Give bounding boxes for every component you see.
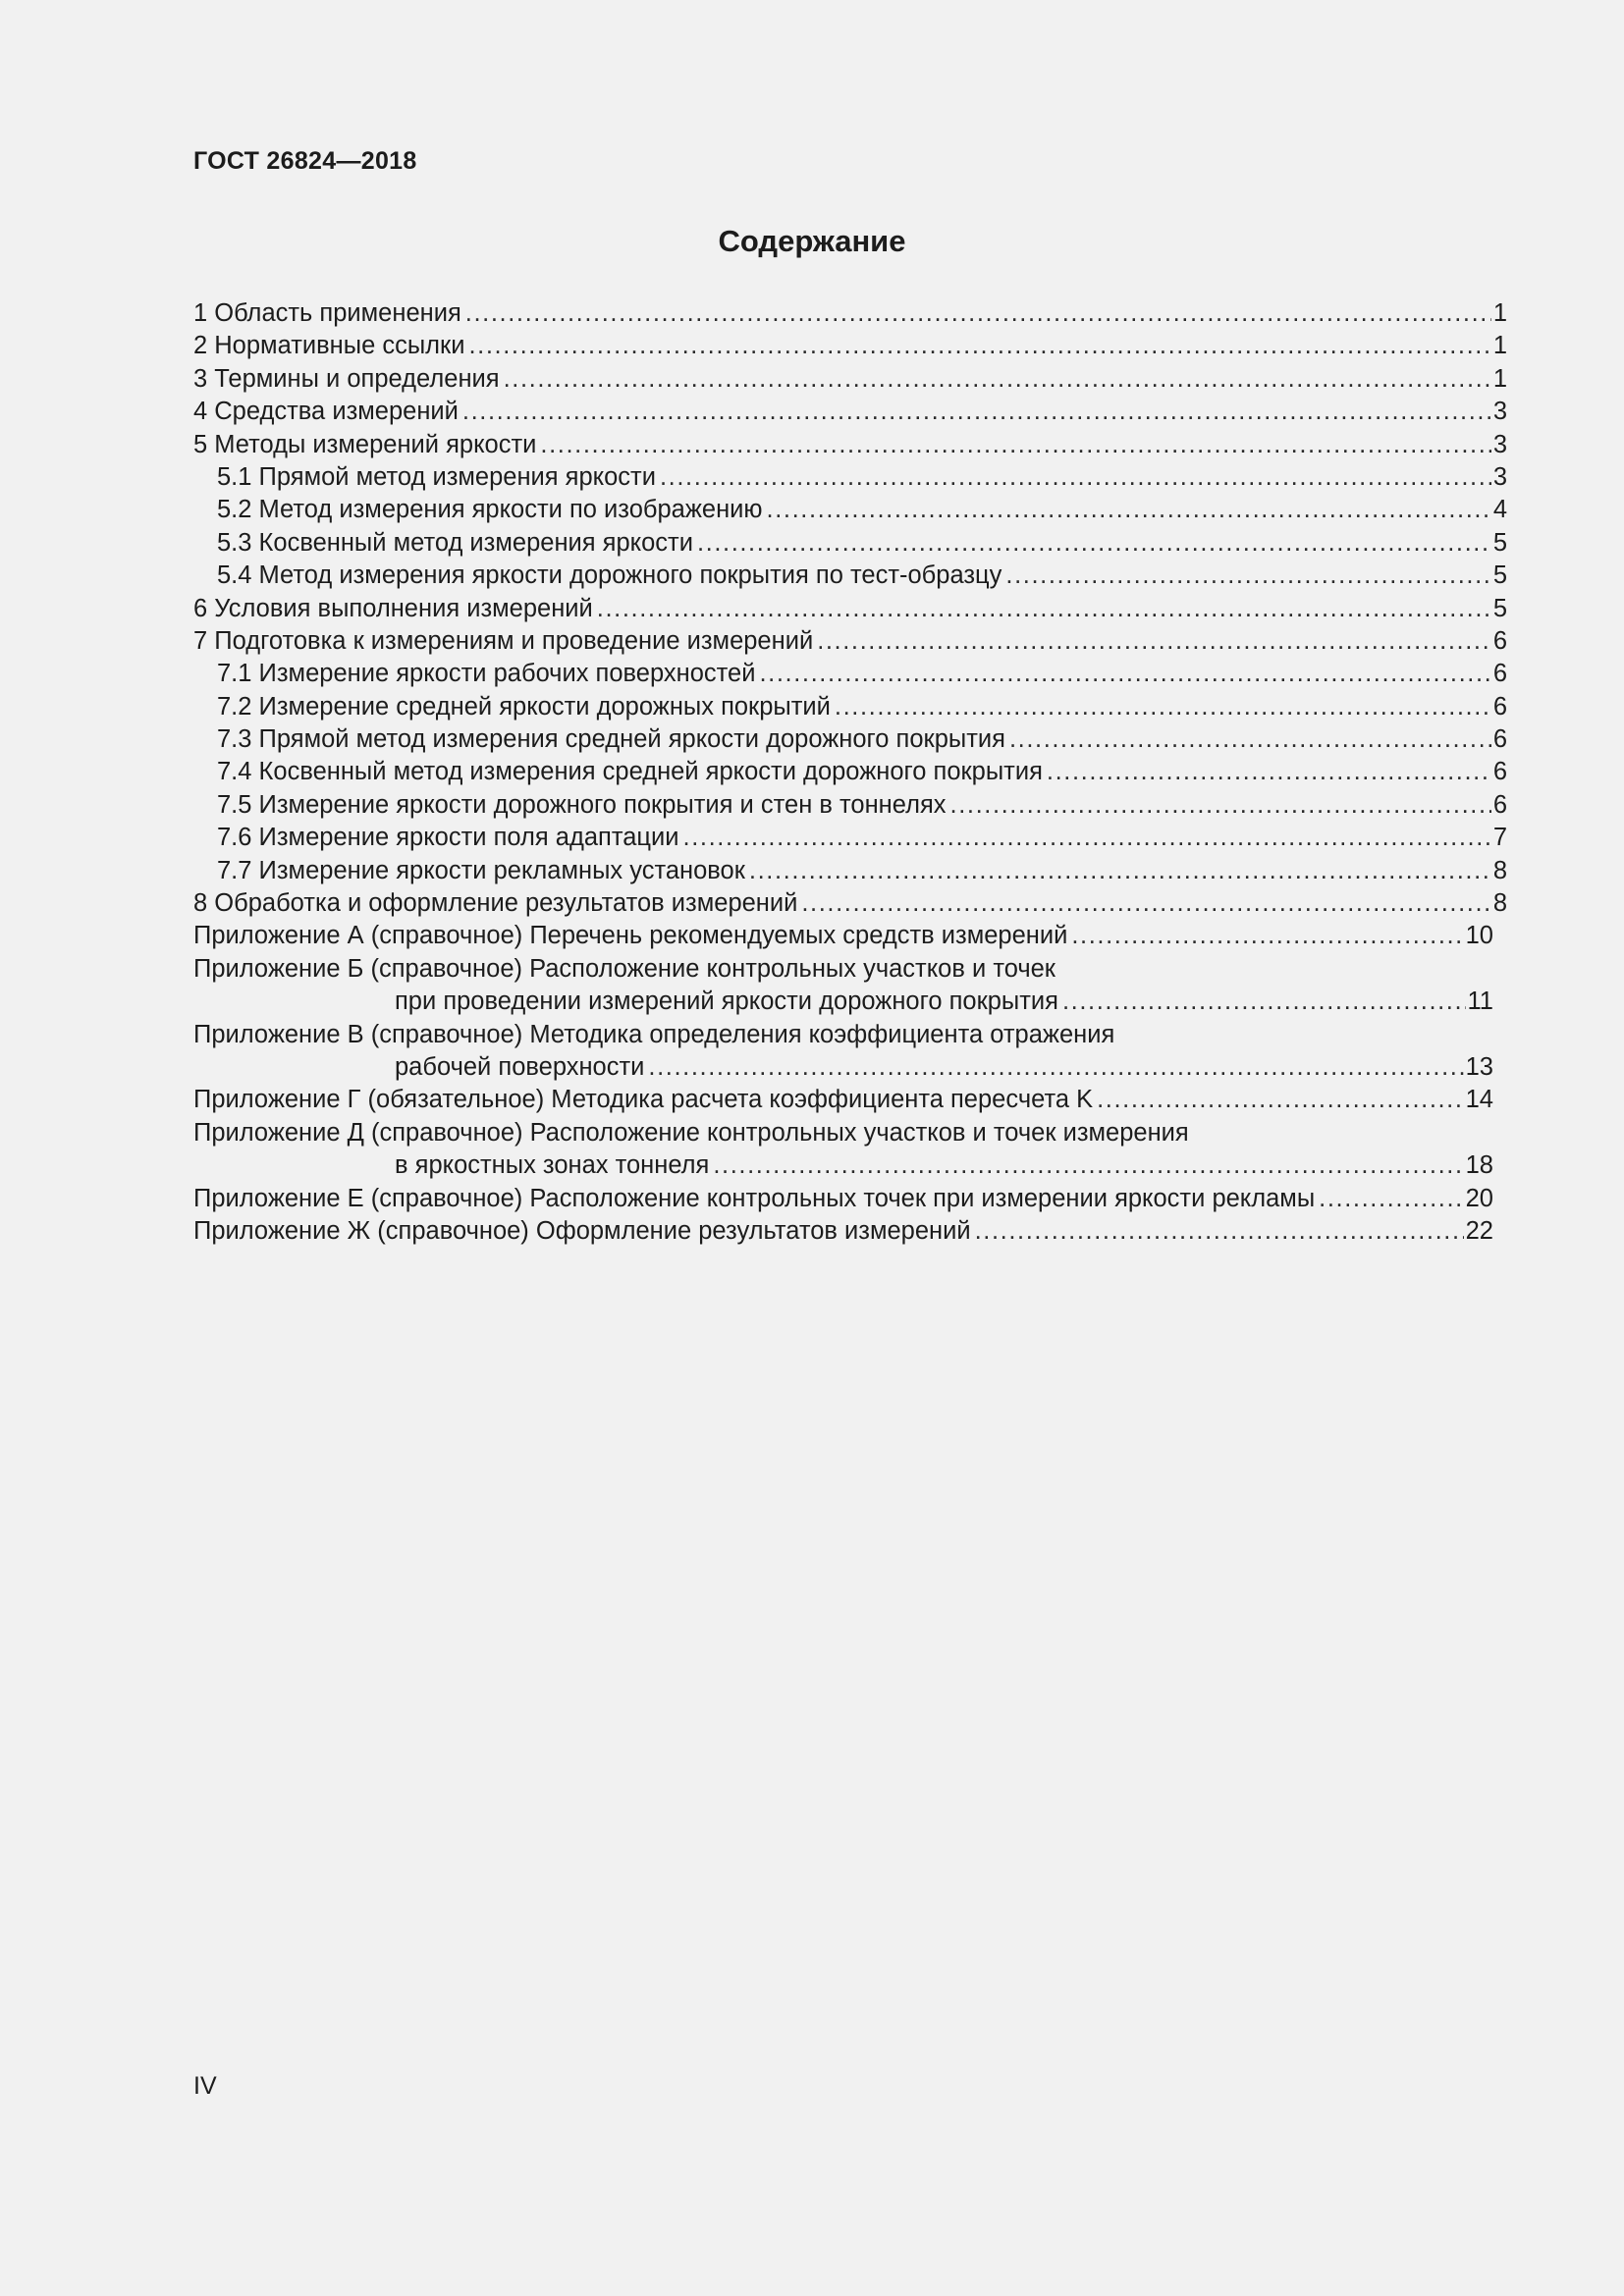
toc-entry-page: 3 bbox=[1492, 430, 1507, 458]
toc-entry-page: 1 bbox=[1492, 332, 1507, 360]
toc-entry[interactable] bbox=[193, 297, 1507, 330]
toc-entry-title: Приложение Ж (справочное) Оформление результатов измерений bbox=[193, 1216, 971, 1245]
page-number: IV bbox=[193, 2072, 217, 2100]
toc-leader-dots bbox=[540, 429, 1490, 461]
toc-entry-title: Приложение Г (обязательное) Методика расчета коэффициента пересчета K bbox=[193, 1086, 1094, 1114]
toc-entry[interactable] bbox=[193, 1051, 1507, 1084]
toc-entry-page: 8 bbox=[1492, 889, 1507, 918]
toc-entry[interactable] bbox=[193, 1084, 1507, 1116]
toc-leader-dots bbox=[1009, 723, 1491, 756]
toc-entry[interactable] bbox=[193, 330, 1507, 362]
toc-leader-dots bbox=[817, 625, 1491, 658]
toc-entry-page: 6 bbox=[1492, 790, 1507, 819]
toc-leader-dots bbox=[504, 363, 1491, 396]
toc-entry[interactable] bbox=[193, 986, 1507, 1018]
toc-entry[interactable] bbox=[193, 429, 1507, 461]
toc-entry[interactable] bbox=[193, 855, 1507, 887]
toc-entry[interactable] bbox=[193, 658, 1507, 690]
toc-entry[interactable] bbox=[193, 527, 1507, 560]
toc-entry[interactable] bbox=[193, 1149, 1507, 1182]
toc-leader-dots bbox=[759, 658, 1490, 690]
toc-entry-page: 5 bbox=[1492, 528, 1507, 557]
document-code: ГОСТ 26824—2018 bbox=[193, 147, 417, 175]
toc-entry-title: 5.1 Прямой метод измерения яркости bbox=[217, 462, 656, 491]
toc-entry-title: Приложение А (справочное) Перечень рекомендуемых средств измерений bbox=[193, 922, 1068, 950]
toc-entry-page: 3 bbox=[1492, 398, 1507, 426]
toc-entry[interactable] bbox=[193, 1019, 1507, 1051]
toc-entry-title: 4 Средства измерений bbox=[193, 398, 459, 426]
toc-leader-dots bbox=[697, 527, 1491, 560]
toc-entry-title: 7 Подготовка к измерениям и проведение измерений bbox=[193, 626, 814, 655]
toc-entry-page: 6 bbox=[1492, 725, 1507, 754]
toc-entry-title: 5.4 Метод измерения яркости дорожного покрытия по тест-образцу bbox=[217, 561, 1002, 590]
toc-entry-page: 6 bbox=[1492, 758, 1507, 786]
toc-entry[interactable] bbox=[193, 953, 1507, 986]
toc-entry-title: 7.5 Измерение яркости дорожного покрытия и стен в тоннелях bbox=[217, 790, 947, 819]
toc-entry-title: 3 Термины и определения bbox=[193, 364, 500, 393]
toc-entry-title: Приложение Е (справочное) Расположение контрольных точек при измерении яркости рекламы bbox=[193, 1184, 1316, 1212]
toc-entry-page: 22 bbox=[1465, 1216, 1493, 1245]
toc-entry-page: 6 bbox=[1492, 692, 1507, 721]
toc-entry[interactable] bbox=[193, 691, 1507, 723]
toc-entry-title: 5.3 Косвенный метод измерения яркости bbox=[217, 528, 693, 557]
toc-entry-page: 8 bbox=[1492, 856, 1507, 884]
toc-entry[interactable] bbox=[193, 723, 1507, 756]
toc-entry[interactable] bbox=[193, 396, 1507, 428]
toc-leader-dots bbox=[683, 822, 1491, 854]
toc-leader-dots bbox=[950, 789, 1491, 822]
toc-entry-title: 5 Методы измерений яркости bbox=[193, 430, 537, 458]
toc-leader-dots bbox=[975, 1215, 1464, 1248]
toc-entry[interactable] bbox=[193, 789, 1507, 822]
toc-entry[interactable] bbox=[193, 887, 1507, 920]
toc-entry-page: 6 bbox=[1492, 660, 1507, 688]
toc-leader-dots bbox=[1319, 1183, 1463, 1215]
toc-entry-title: 7.4 Косвенный метод измерения средней яркости дорожного покрытия bbox=[217, 758, 1043, 786]
toc-entry-page: 1 bbox=[1492, 299, 1507, 327]
toc-entry[interactable] bbox=[193, 625, 1507, 658]
toc-entry-page: 1 bbox=[1492, 364, 1507, 393]
toc-entry-title: 8 Обработка и оформление результатов измерений bbox=[193, 889, 798, 918]
toc-entry[interactable] bbox=[193, 1117, 1507, 1149]
toc-entry-page: 4 bbox=[1492, 496, 1507, 524]
toc-entry-title: 7.6 Измерение яркости поля адаптации bbox=[217, 824, 679, 852]
toc-entry-page: 18 bbox=[1465, 1151, 1493, 1180]
toc-leader-dots bbox=[1005, 560, 1490, 592]
toc-entry[interactable] bbox=[193, 560, 1507, 592]
table-of-contents bbox=[193, 297, 1507, 1248]
toc-entry-title: при проведении измерений яркости дорожного покрытия bbox=[395, 988, 1058, 1016]
toc-entry-title: 7.3 Прямой метод измерения средней яркости дорожного покрытия bbox=[217, 725, 1005, 754]
toc-leader-dots bbox=[1047, 756, 1491, 788]
toc-entry-page: 3 bbox=[1492, 462, 1507, 491]
toc-leader-dots bbox=[462, 396, 1491, 428]
toc-entry-title: 7.1 Измерение яркости рабочих поверхностей bbox=[217, 660, 756, 688]
toc-entry-page: 13 bbox=[1465, 1052, 1493, 1081]
toc-entry-title: рабочей поверхности bbox=[395, 1052, 645, 1081]
toc-leader-dots bbox=[1062, 986, 1466, 1018]
toc-entry-title: 7.7 Измерение яркости рекламных установок bbox=[217, 856, 745, 884]
toc-leader-dots bbox=[801, 887, 1490, 920]
toc-entry-page: 7 bbox=[1492, 824, 1507, 852]
toc-entry-page: 5 bbox=[1492, 594, 1507, 622]
toc-entry-page: 14 bbox=[1465, 1086, 1493, 1114]
toc-leader-dots bbox=[767, 494, 1491, 526]
toc-entry-title: Приложение Д (справочное) Расположение контрольных участков и точек измерения bbox=[193, 1118, 1189, 1147]
toc-entry-title: Приложение В (справочное) Методика определения коэффициента отражения bbox=[193, 1020, 1115, 1048]
toc-leader-dots bbox=[648, 1051, 1463, 1084]
toc-leader-dots bbox=[749, 855, 1491, 887]
toc-entry-title: 2 Нормативные ссылки bbox=[193, 332, 465, 360]
toc-entry[interactable] bbox=[193, 461, 1507, 494]
toc-entry[interactable] bbox=[193, 1215, 1507, 1248]
toc-entry[interactable] bbox=[193, 363, 1507, 396]
toc-entry[interactable] bbox=[193, 593, 1507, 625]
toc-leader-dots bbox=[660, 461, 1491, 494]
toc-entry-page: 6 bbox=[1492, 626, 1507, 655]
toc-entry[interactable] bbox=[193, 822, 1507, 854]
toc-entry[interactable] bbox=[193, 756, 1507, 788]
toc-leader-dots bbox=[468, 330, 1490, 362]
toc-entry-page: 5 bbox=[1492, 561, 1507, 590]
toc-entry-title: Приложение Б (справочное) Расположение контрольных участков и точек bbox=[193, 954, 1056, 983]
toc-entry[interactable] bbox=[193, 1183, 1507, 1215]
page-title: Содержание bbox=[718, 224, 906, 258]
toc-entry-title: 1 Область применения bbox=[193, 299, 461, 327]
toc-entry-title: 7.2 Измерение средней яркости дорожных покрытий bbox=[217, 692, 831, 721]
toc-entry-title: 6 Условия выполнения измерений bbox=[193, 594, 593, 622]
toc-leader-dots bbox=[465, 297, 1491, 330]
toc-leader-dots bbox=[597, 593, 1491, 625]
toc-entry-page: 10 bbox=[1465, 922, 1493, 950]
toc-entry[interactable] bbox=[193, 494, 1507, 526]
toc-entry[interactable] bbox=[193, 920, 1507, 952]
toc-leader-dots bbox=[713, 1149, 1463, 1182]
toc-leader-dots bbox=[835, 691, 1491, 723]
toc-entry-page: 20 bbox=[1465, 1184, 1493, 1212]
toc-entry-title: 5.2 Метод измерения яркости по изображению bbox=[217, 496, 763, 524]
toc-entry-title: в яркостных зонах тоннеля bbox=[395, 1151, 710, 1180]
toc-leader-dots bbox=[1097, 1084, 1464, 1116]
toc-leader-dots bbox=[1071, 920, 1463, 952]
toc-entry-page: 11 bbox=[1467, 988, 1493, 1016]
